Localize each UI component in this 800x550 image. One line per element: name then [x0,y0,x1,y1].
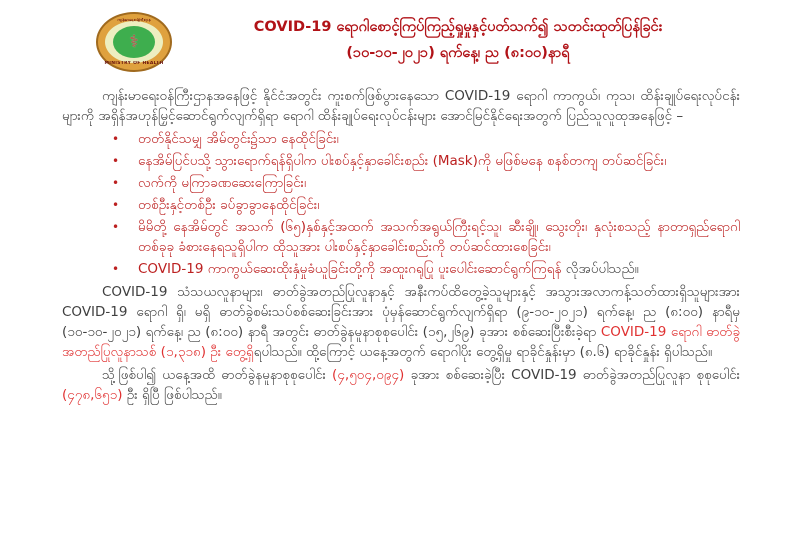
bullet-item [62,151,740,171]
text-segment: COVID-19 သံသယလူနာများ၊ ဓာတ်ခွဲအတည်ပြုလူနာနှင့် အနီးကပ်ထိတွေ့ခဲ့သူများနှင့် အသွားအလာကန့်သတ်ထားရှိသူများအား COVID-19 ရောဂါ ရှိ၊ မရှိ ဓာတ်ခွဲစမ်းသပ်စစ်ဆေးခြင်းအား ပုံမှန်ဆောင်ရွက်လျက်ရှိရာ (၉-၁၀-၂၀၂၁) ရက်နေ့၊ ည (၈:၀၀) နာရီမှ (၁၀-၁၀-၂၀၂၁) ရက်နေ့၊ ည (၈:၀၀) နာရီ အတွင်း ဓာတ်ခွဲနမူနာစုစုပေါင်း (၁၅,၂၆၉) ခုအား စစ်ဆေးပြီးစီးခဲ့ရာ [62,284,740,340]
bullet-text [138,195,740,215]
bullet-text [138,129,740,149]
bullet-marker-icon: • [112,132,120,146]
text-segment: လက်ကို မကြာခဏဆေးကြောခြင်း၊ [138,175,307,191]
text-segment: COVID-19 ကာကွယ်ဆေးထိုးနှံမှုခံယူခြင်းတို့ကို အထူးဂရုပြု ပူးပေါင်းဆောင်ရွက်ကြရန် [138,261,566,277]
logo-inner-ring [105,21,163,63]
body-content [0,78,800,405]
bullet-marker-icon: • [112,198,120,212]
bullet-marker-icon: • [112,262,120,276]
bullet-list [62,129,740,279]
logo-ring-text-bottom: MINISTRY OF HEALTH [104,61,164,66]
bullet-text [138,151,740,171]
bullet-item [62,259,740,279]
intro-paragraph: ကျန်းမာရေးဝန်ကြီးဌာနအနေဖြင့် နိုင်ငံအတွင်း ကူးစက်ဖြစ်ပွားနေသော COVID-19 ရောဂါ ကာကွယ်၊ ကုသ၊ ထိန်းချုပ်ရေးလုပ်ငန်းများကို အရှိန်အဟုန်မြှင့်ဆောင်ရွက်လျက်ရှိရာ ရောဂါ ထိန်းချုပ်ရေးလုပ်ငန်းများ အောင်မြင်နိုင်ရေးအတွက် ပြည်သူလူထုအနေဖြင့် – [62,88,740,124]
text-segment: (၄,၅၀၄,၀၉၄) [332,367,405,383]
text-segment: COVID-19 ရောဂါ ဓာတ်ခွဲအတည်ပြုလူနာသစ် (၁,၃၁၈) ဦး တွေ့ရှိ [62,324,740,360]
text-segment: ဦး ရှိပြီ ဖြစ်ပါသည်။ [122,387,222,403]
text-segment: နေအိမ်ပြင်ပသို့ သွားရောက်ရန်ရှိပါက ပါးစပ်နှင့်နှာခေါင်းစည်း (Mask)ကို မဖြစ်မနေ စနစ်တကျ တပ်ဆင်ခြင်း၊ [138,153,667,169]
bullet-marker-icon: • [112,176,120,190]
ministry-of-health-logo [96,12,172,72]
text-segment: တစ်ဦးနှင့်တစ်ဦး ခပ်ခွာခွာနေထိုင်ခြင်း၊ [138,197,320,213]
bullet-item [62,195,740,215]
staff-of-asclepius-icon: ⚕ [129,31,139,52]
bullet-text [138,259,740,279]
logo-outer-ring [96,12,172,72]
bullet-text [138,173,740,193]
text-segment: မိမိတို့ နေအိမ်တွင် အသက် (၆၅)နှစ်နှင့်အထက် အသက်အရွယ်ကြီးရင့်သူ၊ ဆီးချို၊ သွေးတိုး၊ နှလုံးစသည့် နာတာရှည်ရောဂါတစ်ခုခု ခံစားနေရသူရှိပါက ထိုသူအား ပါးစပ်နှင့်နှာခေါင်းစည်းကို တပ်ဆင်ထားစေခြင်း၊ [138,219,740,255]
text-segment: တတ်နိုင်သမျှ အိမ်တွင်း၌သာ နေထိုင်ခြင်း၊ [138,131,339,147]
bullet-marker-icon: • [112,220,120,234]
text-segment: ရပါသည်။ ထို့ကြောင့် ယနေ့အတွက် ရောဂါပိုး တွေ့ရှိမှု ရာခိုင်နှုန်းမှာ (၈.၆) ရာခိုင်နှုန်း ရှိပါသည်။ [253,344,713,360]
bullet-item [62,129,740,149]
bullet-marker-icon: • [112,154,120,168]
bullet-text [138,217,740,257]
bullet-item [62,217,740,257]
cumulative-totals-paragraph [62,365,740,405]
surveillance-results-paragraph [62,282,740,362]
logo-green-core [113,26,155,58]
page-title: COVID-19 ရောဂါစောင့်ကြပ်ကြည့်ရှုမှုနှင့်ပတ်သက်၍ သတင်းထုတ်ပြန်ခြင်း [253,19,663,35]
header [0,0,800,78]
bullet-item [62,173,740,193]
logo-ring-text-top: ကျန်းမာရေးဝန်ကြီးဌာန [117,18,151,22]
text-segment: သို့ဖြစ်ပါ၍ ယနေ့အထိ ဓာတ်ခွဲနမူနာစုစုပေါင်း [102,367,333,383]
text-segment: လိုအပ်ပါသည်။ [565,261,639,277]
text-segment: ခုအား စစ်ဆေးခဲ့ပြီး COVID-19 ဓာတ်ခွဲအတည်ပြုလူနာ စုစုပေါင်း [404,367,741,383]
title-block [178,14,738,66]
page-subtitle-date: (၁၀-၁၀-၂၀၂၁) ရက်နေ့၊ ည (၈:၀၀)နာရီ [346,45,570,61]
text-segment: (၄၇၈,၆၅၁) [62,387,123,403]
